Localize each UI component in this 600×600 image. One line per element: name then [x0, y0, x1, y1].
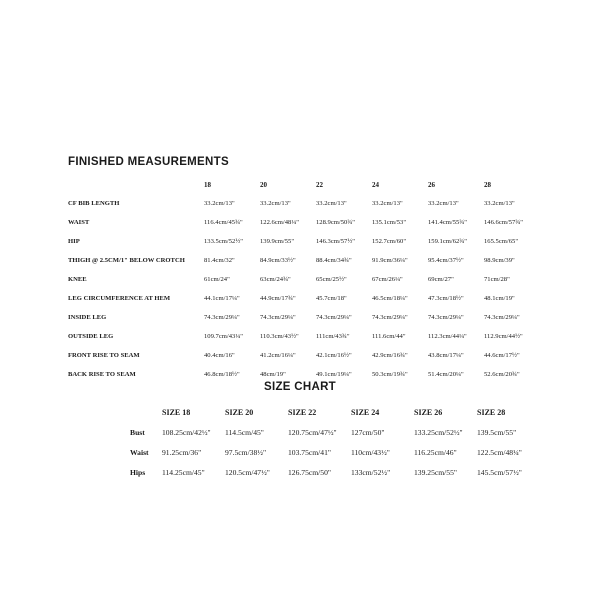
row-label: BACK RISE TO SEAM: [68, 371, 136, 378]
measurement-cell: 45.7cm/18": [316, 295, 347, 302]
size-header: SIZE 24: [351, 407, 380, 417]
measurement-cell: 120.5cm/47½": [225, 467, 270, 477]
measurement-cell: 135.1cm/53": [372, 219, 407, 226]
measurement-cell: 159.1cm/62¾": [428, 238, 467, 245]
table-row: [130, 442, 537, 462]
measurement-cell: 74.3cm/29¼": [484, 314, 520, 321]
size-header: SIZE 22: [288, 407, 317, 417]
table-row: [68, 232, 534, 251]
measurement-cell: 33.2cm/13": [428, 200, 459, 207]
measurement-cell: 112.9cm/44½": [484, 333, 523, 340]
measurement-cell: 65cm/25½": [316, 276, 347, 283]
measurement-cell: 50.3cm/19¾": [372, 371, 408, 378]
measurement-cell: 122.5cm/48¼": [477, 447, 522, 457]
size-header: 18: [204, 181, 211, 189]
measurement-cell: 63cm/24¾": [260, 276, 291, 283]
table-row: [68, 308, 534, 327]
measurement-cell: 111.6cm/44": [372, 333, 406, 340]
measurement-cell: 127cm/50": [351, 427, 385, 437]
measurement-cell: 74.3cm/29¼": [428, 314, 464, 321]
measurement-cell: 110cm/43½": [351, 447, 390, 457]
measurement-cell: 69cm/27": [428, 276, 454, 283]
size-chart-table: [130, 402, 537, 482]
measurement-cell: 141.4cm/55¾": [428, 219, 467, 226]
table-row: [68, 251, 534, 270]
header-spacer: [130, 402, 162, 422]
measurement-cell: 139.25cm/55": [414, 467, 457, 477]
table-row: [68, 194, 534, 213]
measurement-cell: 165.5cm/65": [484, 238, 519, 245]
finished-measurements-title: FINISHED MEASUREMENTS: [68, 156, 229, 168]
measurement-cell: 110.3cm/43½": [260, 333, 299, 340]
measurement-cell: 146.6cm/57¾": [484, 219, 523, 226]
measurement-cell: 88.4cm/34¾": [316, 257, 352, 264]
measurement-cell: 33.2cm/13": [484, 200, 515, 207]
table-header-row: [130, 402, 537, 422]
row-label: Waist: [130, 447, 149, 457]
measurement-cell: 42.1cm/16½": [316, 352, 352, 359]
table-row: [68, 213, 534, 232]
measurement-cell: 133.25cm/52½": [414, 427, 463, 437]
measurement-cell: 152.7cm/60": [372, 238, 407, 245]
measurement-cell: 133.5cm/52½": [204, 238, 243, 245]
measurement-cell: 98.9cm/39": [484, 257, 515, 264]
table-row: [68, 346, 534, 365]
measurement-cell: 33.2cm/13": [260, 200, 291, 207]
measurement-cell: 128.9cm/50¾": [316, 219, 355, 226]
row-label: Hips: [130, 467, 146, 477]
size-chart-title: SIZE CHART: [264, 381, 336, 393]
row-label: Bust: [130, 427, 145, 437]
size-header: SIZE 26: [414, 407, 443, 417]
measurement-cell: 84.9cm/33½": [260, 257, 296, 264]
measurement-cell: 61cm/24": [204, 276, 230, 283]
row-label: OUTSIDE LEG: [68, 333, 114, 340]
measurement-cell: 46.8cm/18½": [204, 371, 240, 378]
measurement-cell: 97.5cm/38½": [225, 447, 267, 457]
table-header-row: [68, 176, 534, 194]
size-header: 28: [484, 181, 491, 189]
measurement-cell: 91.9cm/36¼": [372, 257, 408, 264]
measurement-cell: 116.25cm/46": [414, 447, 457, 457]
measurement-cell: 126.75cm/50": [288, 467, 331, 477]
measurement-cell: 133cm/52½": [351, 467, 391, 477]
measurement-cell: 74.3cm/29¼": [316, 314, 352, 321]
measurement-cell: 116.4cm/45¾": [204, 219, 243, 226]
measurement-cell: 42.9cm/16¾": [372, 352, 408, 359]
size-header: SIZE 28: [477, 407, 506, 417]
size-header: 26: [428, 181, 435, 189]
measurement-cell: 91.25cm/36": [162, 447, 202, 457]
measurement-cell: 46.5cm/18¼": [372, 295, 408, 302]
measurement-cell: 108.25cm/42½": [162, 427, 211, 437]
row-label: FRONT RISE TO SEAM: [68, 352, 140, 359]
measurement-cell: 139.5cm/55": [477, 427, 517, 437]
size-header: 24: [372, 181, 379, 189]
measurement-cell: 114.25cm/45": [162, 467, 205, 477]
table-row: [68, 270, 534, 289]
measurement-cell: 114.5cm/45": [225, 427, 264, 437]
measurement-cell: 44.6cm/17½": [484, 352, 520, 359]
measurement-cell: 40.4cm/16": [204, 352, 235, 359]
measurement-cell: 41.2cm/16¼": [260, 352, 296, 359]
table-row: [130, 422, 537, 442]
measurement-cell: 74.3cm/29¼": [372, 314, 408, 321]
measurement-cell: 95.4cm/37½": [428, 257, 464, 264]
measurement-cell: 33.2cm/13": [316, 200, 347, 207]
measurement-cell: 112.3cm/44¼": [428, 333, 467, 340]
measurement-cell: 44.1cm/17¼": [204, 295, 240, 302]
row-label: WAIST: [68, 219, 90, 226]
size-header: 22: [316, 181, 323, 189]
measurement-cell: 52.6cm/20¾": [484, 371, 520, 378]
measurement-cell: 48cm/19": [260, 371, 286, 378]
measurement-cell: 122.6cm/48¼": [260, 219, 299, 226]
measurement-cell: 51.4cm/20¼": [428, 371, 464, 378]
row-label: LEG CIRCUMFERENCE AT HEM: [68, 295, 171, 302]
row-label: KNEE: [68, 276, 87, 283]
row-label: THIGH @ 2.5CM/1" BELOW CROTCH: [68, 257, 185, 264]
finished-measurements-table: [68, 176, 534, 384]
measurement-cell: 71cm/28": [484, 276, 510, 283]
size-header: 20: [260, 181, 267, 189]
row-label: CF BIB LENGTH: [68, 200, 120, 207]
measurement-cell: 109.7cm/43¼": [204, 333, 243, 340]
header-spacer: [68, 176, 204, 194]
row-label: INSIDE LEG: [68, 314, 107, 321]
measurement-cell: 139.9cm/55": [260, 238, 295, 245]
measurement-cell: 33.2cm/13": [372, 200, 403, 207]
measurement-cell: 103.75cm/41": [288, 447, 331, 457]
size-header: SIZE 20: [225, 407, 254, 417]
measurement-cell: 67cm/26¼": [372, 276, 403, 283]
size-header: SIZE 18: [162, 407, 191, 417]
table-row: [68, 289, 534, 308]
measurement-cell: 33.2cm/13": [204, 200, 235, 207]
measurement-cell: 81.4cm/32": [204, 257, 235, 264]
measurement-cell: 48.1cm/19": [484, 295, 515, 302]
row-label: HIP: [68, 238, 80, 245]
table-row: [68, 327, 534, 346]
measurement-cell: 43.8cm/17¼": [428, 352, 464, 359]
measurement-cell: 74.3cm/29¼": [204, 314, 240, 321]
table-row: [130, 462, 537, 482]
measurement-cell: 145.5cm/57½": [477, 467, 522, 477]
measurement-cell: 146.3cm/57½": [316, 238, 355, 245]
measurement-cell: 120.75cm/47½": [288, 427, 337, 437]
measurement-cell: 47.3cm/18½": [428, 295, 464, 302]
measurement-cell: 111cm/43¾": [316, 333, 350, 340]
measurement-cell: 44.9cm/17¾": [260, 295, 296, 302]
measurement-cell: 49.1cm/19¼": [316, 371, 352, 378]
measurement-cell: 74.3cm/29¼": [260, 314, 296, 321]
